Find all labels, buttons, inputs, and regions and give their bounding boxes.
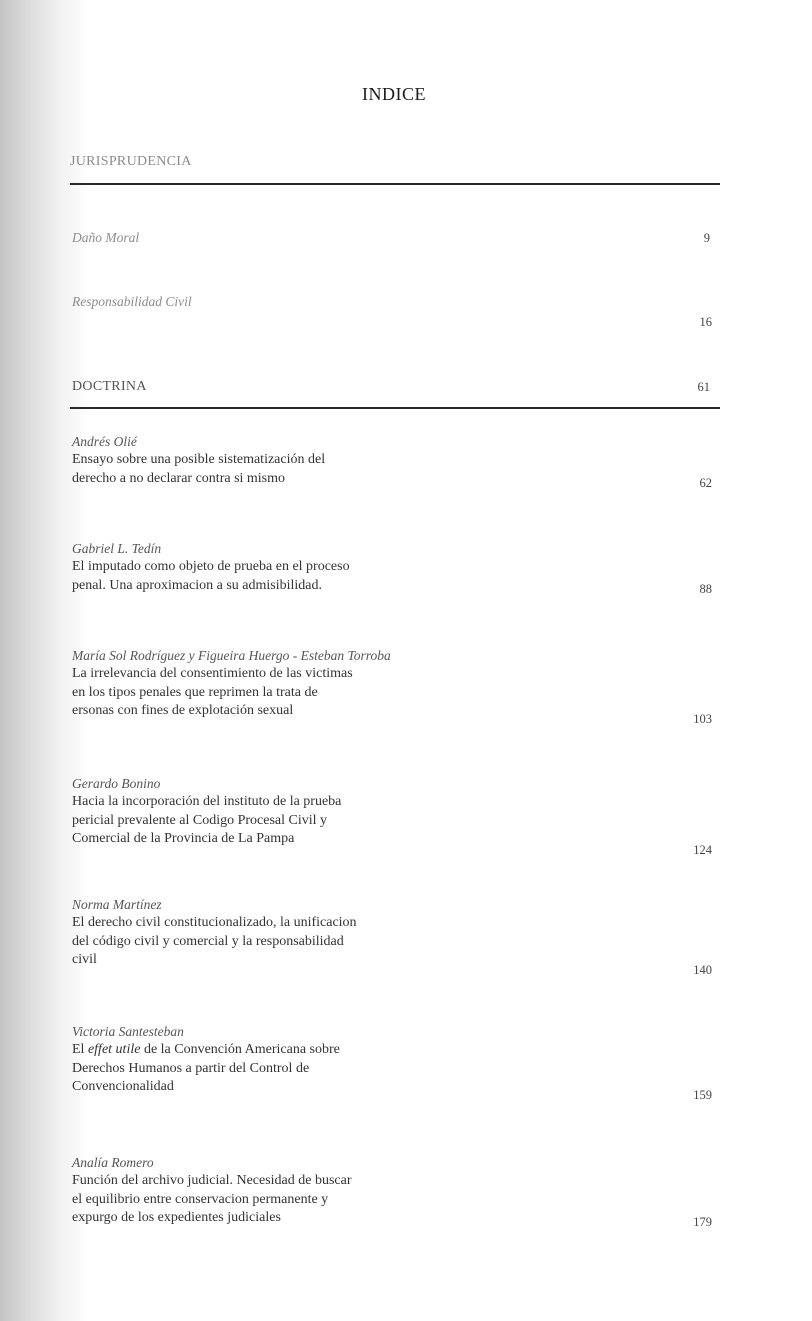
entry-page: 103: [693, 712, 712, 726]
toc-item-title: Daño Moral: [72, 230, 140, 245]
toc-entry: [72, 896, 357, 970]
toc-entry: [72, 1023, 340, 1097]
section-heading-jurisprudencia: JURISPRUDENCIA: [70, 154, 192, 169]
toc-entry: [72, 775, 341, 849]
section-divider: [70, 183, 720, 185]
toc-item-title: Responsabilidad Civil: [72, 294, 192, 309]
entry-page: 140: [693, 963, 712, 977]
entry-page: 124: [693, 843, 712, 857]
toc-item-page: 9: [703, 231, 710, 245]
entry-page: 159: [693, 1088, 712, 1102]
entry-title: El effet utile de la Convención Americana sobre Derechos Humanos a partir del Control de Convencionalidad: [72, 1042, 340, 1094]
entry-title: Función del archivo judicial. Necesidad de buscar el equilibrio entre conservacion permanente y expurgo de los expedientes judiciales: [72, 1173, 352, 1225]
entry-title: Ensayo sobre una posible sistematización del derecho a no declarar contra si mismo: [72, 452, 326, 486]
entry-author: Analía Romero: [72, 1155, 154, 1170]
entry-author: Gerardo Bonino: [72, 776, 161, 791]
toc-entry: [72, 540, 350, 595]
entry-title: El imputado como objeto de prueba en el proceso penal. Una aproximacion a su admisibilidad.: [72, 559, 350, 593]
entry-title: Hacia la incorporación del instituto de la prueba pericial prevalente al Codigo Procesal Civil y Comercial de la Provincia de La Pampa: [72, 794, 342, 846]
entry-author: Victoria Santesteban: [72, 1024, 184, 1039]
entry-page: 88: [699, 582, 712, 596]
entry-title: La irrelevancia del consentimiento de las victimas en los tipos penales que reprimen la trata de ersonas con fines de explotación sexual: [72, 666, 353, 718]
entry-page: 179: [693, 1215, 712, 1229]
entry-author: Gabriel L. Tedín: [72, 541, 162, 556]
entry-author: María Sol Rodríguez y Figueira Huergo - Esteban Torroba: [72, 648, 391, 663]
section-heading-doctrina: DOCTRINA: [72, 379, 147, 394]
toc-entry: [72, 1154, 352, 1228]
page-title: INDICE: [362, 84, 426, 104]
entry-author: Norma Martínez: [72, 897, 162, 912]
toc-item-page: 16: [699, 315, 712, 329]
entry-author: Andrés Olié: [72, 434, 137, 449]
toc-entry: [72, 647, 391, 721]
section-page: 61: [697, 380, 710, 394]
entry-page: 62: [699, 476, 712, 490]
entry-title: El derecho civil constitucionalizado, la unificacion del código civil y comercial y la responsabilidad civil: [72, 915, 357, 967]
toc-entry: [72, 433, 325, 488]
section-divider: [70, 407, 720, 409]
